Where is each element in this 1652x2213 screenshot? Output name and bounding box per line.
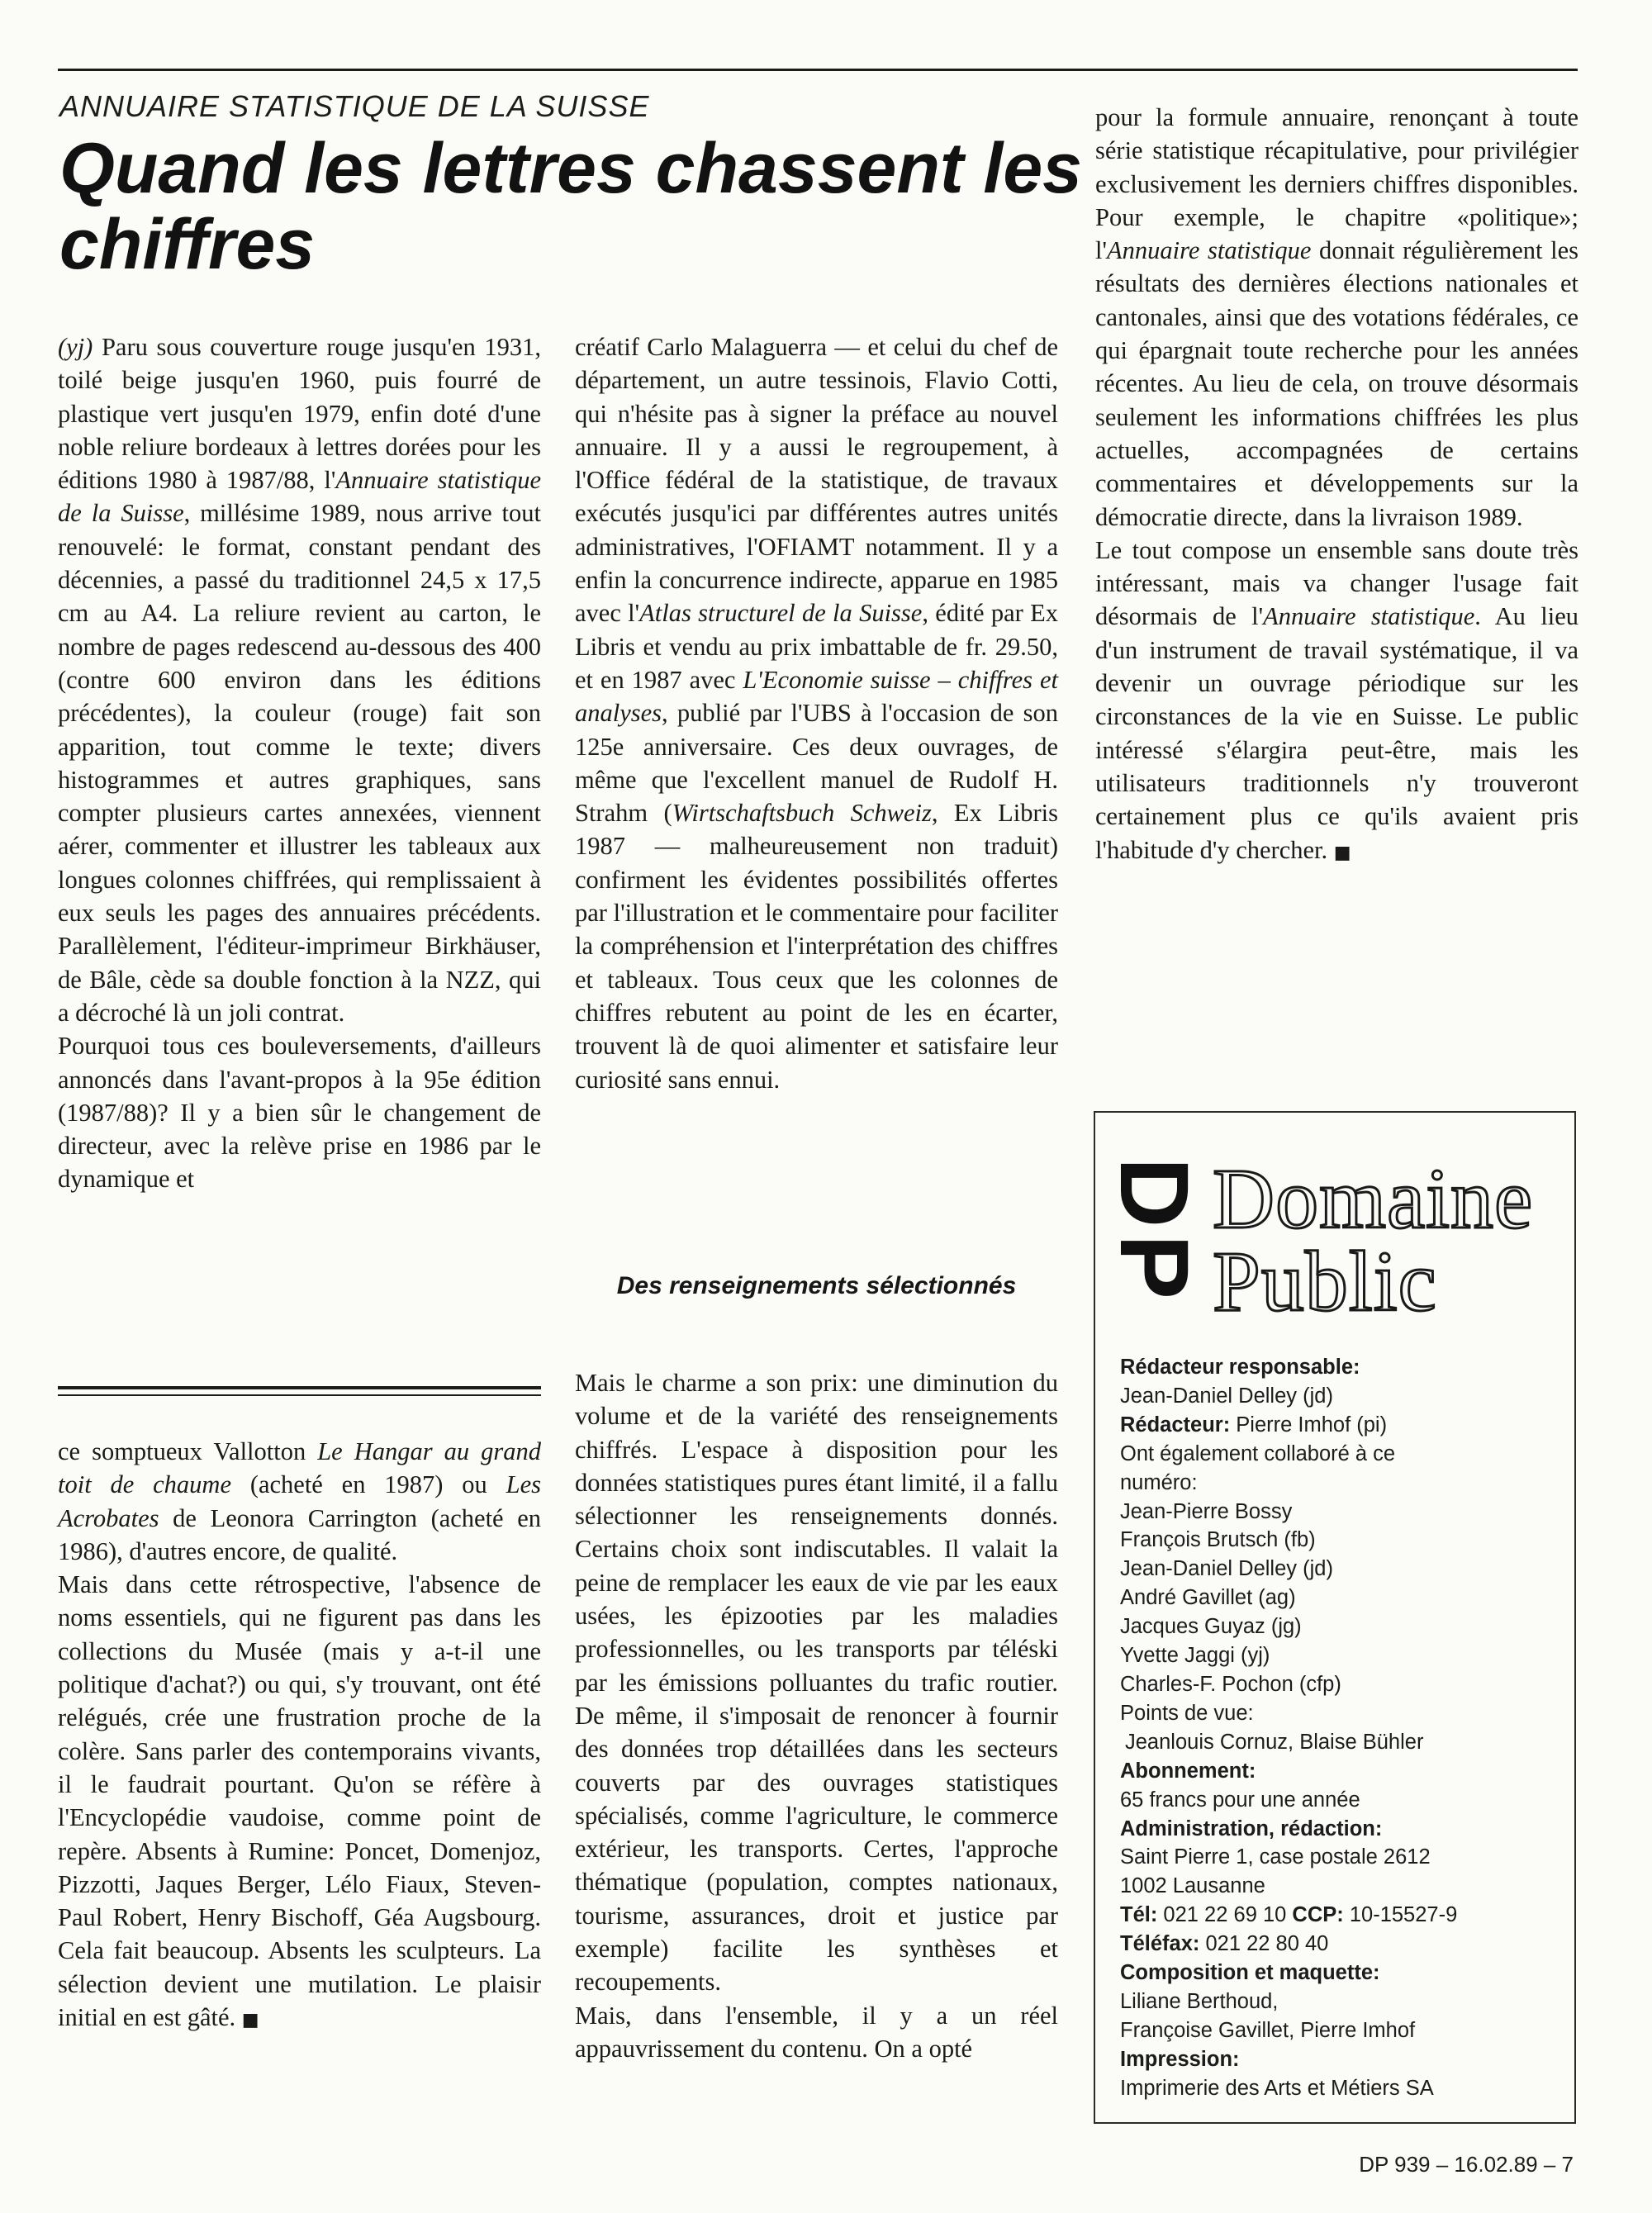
paragraph: ce somptueux Vallotton Le Hangar au grand toit de chaume (acheté en 1987) ou Les Acrobates de Leonora Carrington (acheté en 1986), d'autres encore, de qualité. bbox=[58, 1437, 541, 1565]
paragraph: Mais le charme a son prix: une diminution du volume et de la variété des renseignements chiffrés. L'espace à disposition pour les données statistiques pures étant limité, il a fallu sélectionner les renseignements donnés. Certains choix sont indiscutables. Il valait la peine de remplacer les eaux de vie par les eaux usées, les épizooties par les maladies professionnelles, ou les transports par téléski par les émissions polluantes du trafic routier. De même, il s'imposait de renoncer à fournir des données trop détaillées dans les secteurs couverts par des ouvrages statistiques spécialisés, comme l'agriculture, le commerce extérieur, les transports. Certes, l'approche thématique (population, comptes nationaux, tourisme, assurances, droit et justice par exemple) facilite les synthèses et recoupements. bbox=[575, 1369, 1058, 1997]
article-column-1 bbox=[58, 330, 541, 1196]
credit-line: Rédacteur responsable: bbox=[1120, 1356, 1360, 1379]
article-column-3 bbox=[1095, 101, 1578, 870]
article-column-2-continued bbox=[575, 1366, 1058, 2065]
credit-line: Abonnement: bbox=[1120, 1759, 1256, 1783]
credit-line: Tél: 021 22 69 10 CCP: 10-15527-9 bbox=[1120, 1903, 1458, 1927]
credit-line: Charles-F. Pochon (cfp) bbox=[1120, 1672, 1341, 1696]
article-headline: Quand les lettres chassent les chiffres bbox=[59, 129, 1082, 284]
dp-logo: DP bbox=[1099, 1157, 1208, 1306]
section-separator-thin bbox=[58, 1394, 541, 1396]
credit-line: Administration, rédaction: bbox=[1120, 1816, 1383, 1840]
credit-line: 65 francs pour une année bbox=[1120, 1788, 1360, 1812]
end-mark: ■ bbox=[241, 2010, 259, 2031]
credit-line: Imprimerie des Arts et Métiers SA bbox=[1120, 2076, 1434, 2100]
paragraph: Mais dans cette rétrospective, l'absence de noms essentiels, qui ne figurent pas dans les collections du Musée (mais y a-t-il une politique d'achat?) ou qui, s'y trouvant, ont été relégués, crée une frustration proche de la colère. Sans parler des contemporains vivants, il le faudrait pourtant. Qu'on se réfère à l'Encyclopédie vaudoise, comme point de repère. Absents à Rumine: Poncet, Domenjoz, Pizzotti, Jaques Berger, Lélo Fiaux, Steven-Paul Robert, Henry Bischoff, Géa Augsbourg. Cela fait beaucoup. Absents les sculpteurs. La sélection devient une mutilation. Le plaisir initial en est gâté. ■ bbox=[58, 1570, 541, 2032]
paragraph: Pourquoi tous ces bouleversements, d'ailleurs annoncés dans l'avant-propos à la 95e édition (1987/88)? Il y a bien sûr le changement de directeur, avec la relève prise en 1986 par le dynamique et bbox=[58, 1032, 541, 1194]
previous-article-continuation bbox=[58, 1435, 541, 2037]
credit-line: Yvette Jaggi (yj) bbox=[1120, 1644, 1270, 1668]
credit-line: Françoise Gavillet, Pierre Imhof bbox=[1120, 2018, 1416, 2042]
paragraph: créatif Carlo Malaguerra — et celui du chef de département, un autre tessinois, Flavio Cotti, qui n'hésite pas à signer la préface au nouvel annuaire. Il y a aussi le regroupement, à l'Office fédéral de la statistique, de travaux exécutés jusqu'ici par différentes autres unités administratives, l'OFIAMT notamment. Il y a enfin la concurrence indirecte, apparue en 1985 avec l'Atlas structurel de la Suisse, édité par Ex Libris et vendu au prix imbattable de fr. 29.50, et en 1987 avec L'Economie suisse – chiffres et analyses, publié par l'UBS à l'occasion de son 125e anniversaire. Ces deux ouvrages, de même que l'excellent manuel de Rudolf H. Strahm (Wirtschaftsbuch Schweiz, Ex Libris 1987 — malheureusement non traduit) confirment les évidentes possibilités offertes par l'illustration et le commentaire pour faciliter la compréhension et l'interprétation des chiffres et tableaux. Tous ceux que les colonnes de chiffres rebutent au point de les en écarter, trouvent là de quoi alimenter et satisfaire leur curiosité sans ennui. bbox=[575, 333, 1058, 1094]
paragraph: Mais, dans l'ensemble, il y a un réel appauvrissement du contenu. On a opté bbox=[575, 2001, 1058, 2063]
credit-line: Ont également collaboré à ce bbox=[1120, 1441, 1396, 1465]
end-mark: ■ bbox=[1333, 842, 1351, 863]
paragraph: (yj) Paru sous couverture rouge jusqu'en 1931, toilé beige jusqu'en 1960, puis fourré de plastique vert jusqu'en 1979, enfin doté d'une noble reliure bordeaux à lettres dorées pour les éditions 1980 à 1987/88, l'Annuaire statistique de la Suisse, millésime 1989, nous arrive tout renouvelé: le format, constant pendant des décennies, a passé du traditionnel 24,5 x 17,5 cm au A4. La reliure revient au carton, le nombre de pages redescend au-dessous des 400 (contre 600 environ dans les éditions précédentes), la couleur (rouge) fait son apparition, tout comme le texte; divers histogrammes et autres graphiques, sans compter plusieurs cartes annexées, viennent aérer, commenter et illustrer les tableaux aux longues colonnes chiffrées, qui remplissaient à eux seuls les pages des annuaires précédents. Parallèlement, l'éditeur-imprimeur Birkhäuser, de Bâle, cède sa double fonction à la NZZ, qui a décroché là un joli contrat. bbox=[58, 333, 541, 1027]
paragraph: Le tout compose un ensemble sans doute très intéressant, mais va changer l'usage fait désormais de l'Annuaire statistique. Au lieu d'un instrument de travail systématique, il va devenir un ouvrage périodique sur les circonstances de la vie en Suisse. Le public intéressé s'élargira peut-être, mais les utilisateurs traditionnels n'y trouveront certainement plus ce qu'ils avaient pris l'habitude d'y chercher. ■ bbox=[1095, 535, 1578, 864]
paragraph: pour la formule annuaire, renonçant à toute série statistique récapitulative, pour privilégier exclusivement les derniers chiffres disponibles. Pour exemple, le chapitre «politique»; l'Annuaire statistique donnait régulièrement les résultats des dernières élections nationales et cantonales, ainsi que des votations fédérales, ce qui épargnait toute recherche pour les années récentes. Au lieu de cela, on trouve désormais seulement les informations chiffrées les plus actuelles, accompagnées de certains commentaires et développements sur la démocratie directe, dans la livraison 1989. bbox=[1095, 103, 1578, 531]
credit-line: Composition et maquette: bbox=[1120, 1961, 1380, 1985]
credit-line: Impression: bbox=[1120, 2047, 1240, 2071]
credit-line: François Brutsch (fb) bbox=[1120, 1528, 1316, 1552]
credit-line: Jean-Daniel Delley (jd) bbox=[1120, 1557, 1333, 1581]
credit-line: Jacques Guyaz (jg) bbox=[1120, 1615, 1302, 1639]
credit-line: André Gavillet (ag) bbox=[1120, 1586, 1296, 1610]
article-subheading: Des renseignements sélectionnés bbox=[616, 1272, 1017, 1299]
credit-line: Téléfax: 021 22 80 40 bbox=[1120, 1932, 1329, 1956]
logo-word-public: Public bbox=[1213, 1234, 1437, 1329]
credit-line: Saint Pierre 1, case postale 2612 bbox=[1120, 1845, 1431, 1869]
article-column-2 bbox=[575, 330, 1058, 1096]
page-footer: DP 939 – 16.02.89 – 7 bbox=[1359, 2152, 1574, 2177]
credit-line: Points de vue: bbox=[1120, 1701, 1254, 1725]
credit-line: Jean-Daniel Delley (jd) bbox=[1120, 1384, 1333, 1408]
credit-line: Jean-Pierre Bossy bbox=[1120, 1499, 1293, 1523]
credit-line: Liliane Berthoud, bbox=[1120, 1989, 1279, 2013]
section-separator bbox=[58, 1386, 541, 1389]
credit-line: Rédacteur: Pierre Imhof (pi) bbox=[1120, 1413, 1388, 1437]
credit-line: Jeanlouis Cornuz, Blaise Bühler bbox=[1125, 1730, 1424, 1754]
top-rule bbox=[58, 69, 1578, 71]
article-kicker: ANNUAIRE STATISTIQUE DE LA SUISSE bbox=[59, 89, 650, 123]
credit-line: 1002 Lausanne bbox=[1120, 1874, 1265, 1898]
credit-line: numéro: bbox=[1120, 1470, 1198, 1494]
masthead-credits bbox=[1120, 1353, 1566, 2103]
logo-word-domaine: Domaine bbox=[1213, 1152, 1534, 1247]
